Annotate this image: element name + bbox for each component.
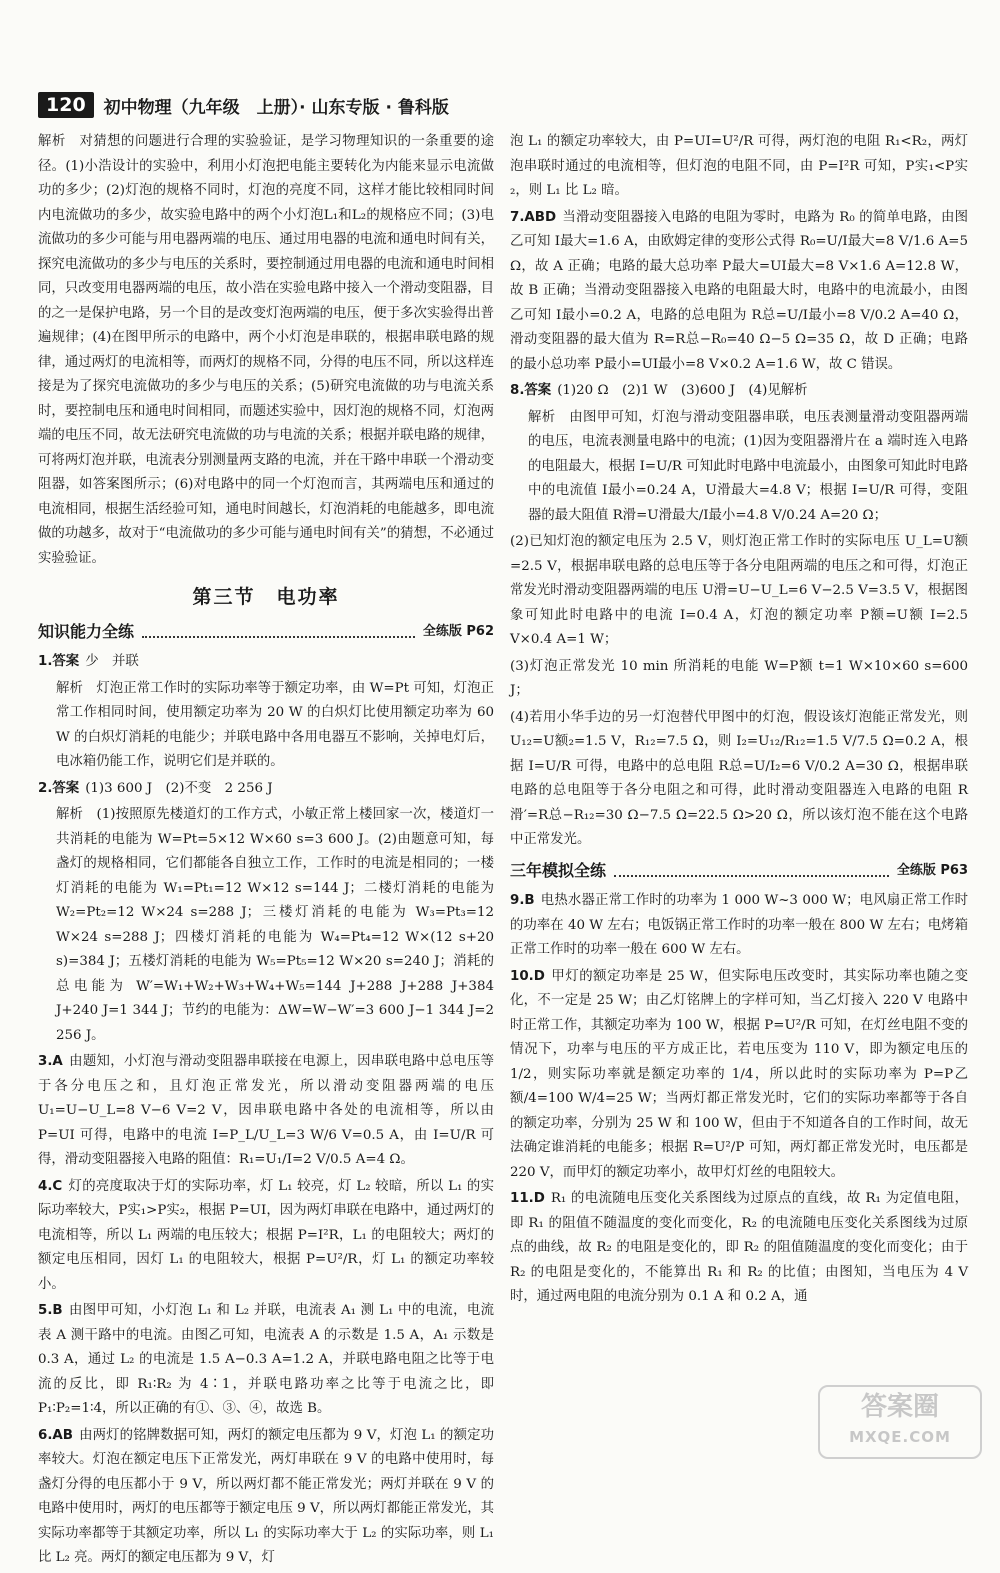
q2-number: 2.答案	[38, 780, 80, 796]
section-title: 第三节 电功率	[192, 586, 340, 608]
q8-explanation-2: (2)已知灯泡的额定电压为 2.5 V，则灯泡正常工作时的实际电压 U_L=U额=2.5 V，根据串联电路的总电压等于各分电阻两端的电压之和可得，灯泡正常发光时滑动变阻器两端的电压 U滑=U−U_L=6 V−2.5 V=3.5 V，根据图象可知此时电路中的电流 I=0.4 A，灯泡的额定功率 P额=U额 I=2.5 V×0.4 A=1 W；	[510, 534, 968, 647]
bar-dots-2	[614, 865, 889, 877]
q6-explanation: 由两灯的铭牌数据可知，两灯的额定电压都为 9 V，灯泡 L₁ 的额定功率较大。灯泡在额定电压下正常发光，两灯串联在 9 V 的电路中使用时，每盏灯分得的电压都小于 9 V，所以两灯都不能正常发光；两灯并联在 9 V 的电路中使用时，两灯的电压都等于额定电压 9 V，所以两灯都能正常发光，其实际功率都等于其额定功率，所以 L₁ 的实际功率大于 L₂ 的实际功率，则 L₁ 比 L₂ 亮。两灯的额定电压都为 9 V，灯	[38, 1427, 494, 1565]
q11-explanation: R₁ 的电流随电压变化关系图线为过原点的直线，故 R₁ 为定值电阻，即 R₁ 的阻值不随温度的变化而变化，R₂ 的电流随电压变化关系图线为过原点的曲线，故 R₂ 的电阻是变化的，即 R₂ 的阻值随温度的变化而变化；由于 R₂ 的电阻是变化的，不能算出 R₁ 和 R₂ 的比值；由图知，当电压为 4 V 时，通过两电阻的电流分别为 0.1 A 和 0.2 A，通	[510, 1191, 968, 1304]
section-bar	[38, 620, 494, 645]
q6-item	[38, 1424, 494, 1571]
q1-answer	[38, 650, 494, 675]
q4-item	[38, 1175, 494, 1298]
q5-explanation: 由图甲可知，小灯泡 L₁ 和 L₂ 并联，电流表 A₁ 测 L₁ 中的电流，电流表 A 测干路中的电流。由图乙可知，电流表 A 的示数是 1.5 A，A₁ 示数是 0.3 A，通过 L₂ 的电流是 1.5 A−0.3 A=1.2 A，并联电路电阻之比等于电流的反比，即 R₁∶R₂ 为 4∶1，并联电路功率之比等于电流之比，即 P₁∶P₂=1∶4，所以正确的有①、③、④，故选 B。	[38, 1303, 494, 1416]
q10-explanation: 甲灯的额定功率是 25 W，但实际电压改变时，其实际功率也随之变化，不一定是 25 W；由乙灯铭牌上的字样可知，当乙灯接入 220 V 电路中时正常工作，其额定功率为 100 W，根据 P=U²/R 可知，在灯丝电阻不变的情况下，功率与电压的平方成正比，若电压变为 110 V，即为额定电压的 1/2，则实际功率就是额定功率的 1/4，所以此时的实际功率为 P=P乙额/4=100 W/4=25 W；当两灯都正常发光时，它们的实际功率都等于各自的额定功率，分别为 25 W 和 100 W，但由于不知道各自的工作时间，故无法确定谁消耗的电能多；根据 R=U²/P 可知，两灯都正常发光时，电压都是 220 V，而甲灯的额定功率小，故甲灯灯丝的电阻较大。	[510, 968, 968, 1180]
watermark-url: MXQE.COM	[849, 1428, 951, 1446]
q11-number: 11.D	[510, 1191, 545, 1206]
q10-item	[510, 965, 968, 1186]
q8-explanation-3: (3)灯泡正常发光 10 min 所消耗的电能 W=P额 t=1 W×10×60 s=600 J；	[510, 658, 968, 698]
page-header	[38, 88, 968, 122]
q2-answer-text: (1)3 600 J (2)不变 2 256 J	[85, 780, 273, 796]
q3-number: 3.A	[38, 1054, 63, 1069]
watermark-text: 答案圈	[860, 1392, 939, 1422]
bar-ref: 全练版 P62	[422, 623, 494, 639]
q10-number: 10.D	[510, 968, 545, 984]
book-title: 初中物理（九年级 上册）· 山东专版 · 鲁科版	[103, 97, 449, 118]
right-column	[510, 130, 968, 1312]
q8-number: 8.答案	[510, 383, 552, 398]
q1-explanation: 解析 灯泡正常工作时的实际功率等于额定功率，由 W=Pt 可知，灯泡正常工作相同时间，使用额定功率为 20 W 的白炽灯比使用额定功率为 60 W 的白炽灯消耗的电能少；并联电路中各用电器互不影响，关掉电灯后，电冰箱仍能工作，说明它们是并联的。	[56, 680, 494, 769]
q3-explanation: 由题知，小灯泡与滑动变阻器串联接在电源上，因串联电路中总电压等于各分电压之和，且灯泡正常发光，所以滑动变阻器两端的电压 U₁=U−U_L=8 V−6 V=2 V，因串联电路中各处的电流相等，所以由 P=UI 可得，电路中的电流 I=P_L/U_L=3 W/6 V=0.5 A，由 I=U/R 可得，滑动变阻器接入电路的阻值：R₁=U₁/I=2 V/0.5 A=4 Ω。	[38, 1054, 494, 1167]
q9-explanation: 电热水器正常工作时的功率为 1 000 W~3 000 W；电风扇正常工作时的功率在 40 W 左右；电饭锅正常工作时的功率一般在 800 W 左右；电烤箱正常工作时的功率一般在 600 W 左右。	[510, 893, 968, 957]
bar-title-2: 三年模拟全练	[510, 860, 607, 880]
page-number: 120	[38, 92, 94, 118]
q2-explanation: 解析 (1)按照原先楼道灯的工作方式，小敏正常上楼回家一次，楼道灯一共消耗的电能为 W=Pt=5×12 W×60 s=3 600 J。(2)由题意可知，每盏灯的规格相同，它们都能各自独立工作，工作时的电流是相同的；一楼灯消耗的电能为 W₁=Pt₁=12 W×12 s=144 J；二楼灯消耗的电能为 W₂=Pt₂=12 W×24 s=288 J；三楼灯消耗的电能为 W₃=Pt₃=12 W×24 s=288 J；四楼灯消耗的电能为 W₄=Pt₄=12 W×(12 s+20 s)=384 J；五楼灯消耗的电能为 W₅=Pt₅=12 W×20 s=240 J；消耗的总电能为 W′=W₁+W₂+W₃+W₄+W₅=144 J+288 J+288 J+384 J+240 J=1 344 J；节约的电能为：ΔW=W−W′=3 600 J−1 344 J=2 256 J。	[56, 807, 494, 1043]
q5-item	[38, 1299, 494, 1422]
q1-answer-text: 少 并联	[85, 654, 139, 669]
q6-number: 6.AB	[38, 1427, 73, 1443]
q8-answer	[510, 379, 968, 404]
left-column	[38, 130, 494, 1573]
q9-number: 9.B	[510, 893, 535, 908]
bar-dots	[142, 626, 415, 638]
q4-number: 4.C	[38, 1178, 63, 1194]
q5-number: 5.B	[38, 1303, 63, 1318]
q7-item	[510, 206, 968, 378]
analysis-paragraph: 解析 对猜想的问题进行合理的实验验证，是学习物理知识的一条重要的途径。(1)小浩设计的实验中，利用小灯泡把电能主要转化为内能来显示电流做功的多少；(2)灯泡的规格不同时，灯泡的亮度不同，这样才能比较相同时间内电流做功的多少，故实验电路中的两个小灯泡L₁和L₂的规格应不同；(3)电流做功的多少可能与用电器两端的电压、通过用电器的电流和通电时间有关，探究电流做功的多少与电压的关系时，要控制通过用电器的电流和通电时间相同，只改变用电器两端的电压，故小浩在实验电路中接入一个滑动变阻器，目的之一是保护电路，另一个目的是改变灯泡两端的电压，便于多次实验得出普遍规律；(4)在图甲所示的电路中，两个小灯泡是串联的，根据串联电路的规律，通过两灯的电流相等，而两灯的规格不同，分得的电压不同，所以这样连接是为了探究电流做功的多少与电压的关系；(5)研究电流做的功与电流关系时，要控制电压和通电时间相同，而题述实验中，因灯泡的规格不同，灯泡两端的电压不同，故无法研究电流做的功与电流的关系；根据并联电路的规律，可将两灯泡并联，电流表分别测量两支路的电流，并在干路中串联一个滑动变阻器，如答案图所示；(6)对电路中的同一个灯泡而言，其两端电压和通过的电流相同，根据生活经验可知，通电时间越长，灯泡消耗的电能越多，即电流做的功越多，故对于“电流做功的多少可能与通电时间有关”的猜想，不必通过实验验证。	[38, 134, 494, 566]
q2-answer	[38, 777, 494, 802]
q7-explanation: 当滑动变阻器接入电路的电阻为零时，电路为 R₀ 的简单电路，由图乙可知 I最大=1.6 A，由欧姆定律的变形公式得 R₀=U/I最大=8 V/1.6 A=5 Ω，故 A 正确；电路的最大总功率 P最大=UI最大=8 V×1.6 A=12.8 W，故 B 正确；当滑动变阻器接入电路的电阻最大时，电路中的电流最小，由图乙可知 I最小=0.2 A，电路的总电阻为 R总=U/I最小=8 V/0.2 A=40 Ω，滑动变阻器的最大值为 R=R总−R₀=40 Ω−5 Ω=35 Ω，故 D 正确；电路的最小总功率 P最小=UI最小=8 V×0.2 A=1.6 W，故 C 错误。	[510, 209, 968, 372]
q8-explanation-1: 解析 由图甲可知，灯泡与滑动变阻器串联，电压表测量滑动变阻器两端的电压，电流表测量电路中的电流；(1)因为变阻器滑片在 a 端时连入电路的电阻最大，根据 I=U/R 可知此时电路中电流最小，由图象可知此时电路中的电流值 I最小=0.24 A，U滑最大=4.8 V；根据 I=U/R 可得，变阻器的最大阻值 R滑=U滑最大/I最小=4.8 V/0.24 A=20 Ω；	[528, 409, 968, 523]
q3-item	[38, 1050, 494, 1173]
site-watermark	[818, 1385, 982, 1459]
q1-number: 1.答案	[38, 654, 80, 669]
section-bar-2	[510, 859, 968, 884]
q8-answer-text: (1)20 Ω (2)1 W (3)600 J (4)见解析	[557, 383, 808, 398]
q7-number: 7.ABD	[510, 209, 557, 225]
bar-ref-2: 全练版 P63	[896, 862, 968, 878]
q6-continuation: 泡 L₁ 的额定功率较大，由 P=UI=U²/R 可得，两灯泡的电阻 R₁<R₂，两灯泡串联时通过的电流相等，但灯泡的电阻不同，由 P=I²R 可知，P实₁<P实₂，则 L₁ 比 L₂ 暗。	[510, 134, 968, 198]
bar-title: 知识能力全练	[38, 621, 135, 641]
q4-explanation: 灯的亮度取决于灯的实际功率，灯 L₁ 较亮，灯 L₂ 较暗，所以 L₁ 的实际功率较大，P实₁>P实₂，根据 P=UI，因为两灯串联在电路中，通过两灯的电流相等，所以 L₁ 两端的电压较大；根据 P=I²R，L₁ 的电阻较大；两灯的额定电压相同，因灯 L₁ 的电阻较大，根据 P=U²/R，灯 L₁ 的额定功率较小。	[38, 1178, 494, 1292]
q11-item	[510, 1187, 968, 1310]
q8-explanation-4: (4)若用小华手边的另一灯泡替代甲图中的灯泡，假设该灯泡能正常发光，则 U₁₂=U额₂=1.5 V，R₁₂=7.5 Ω，则 I₂=U₁₂/R₁₂=1.5 V/7.5 Ω=0.2 A，根据 I=U/R 可得，电路中的总电阻 R总=U/I₂=6 V/0.2 A=30 Ω，根据串联电路的总电阻等于各分电阻之和可得，此时滑动变阻器连入电路的电阻 R滑′=R总−R₁₂=30 Ω−7.5 Ω=22.5 Ω>20 Ω，所以该灯泡不能在这个电路中正常发光。	[510, 709, 968, 847]
q9-item	[510, 889, 968, 963]
